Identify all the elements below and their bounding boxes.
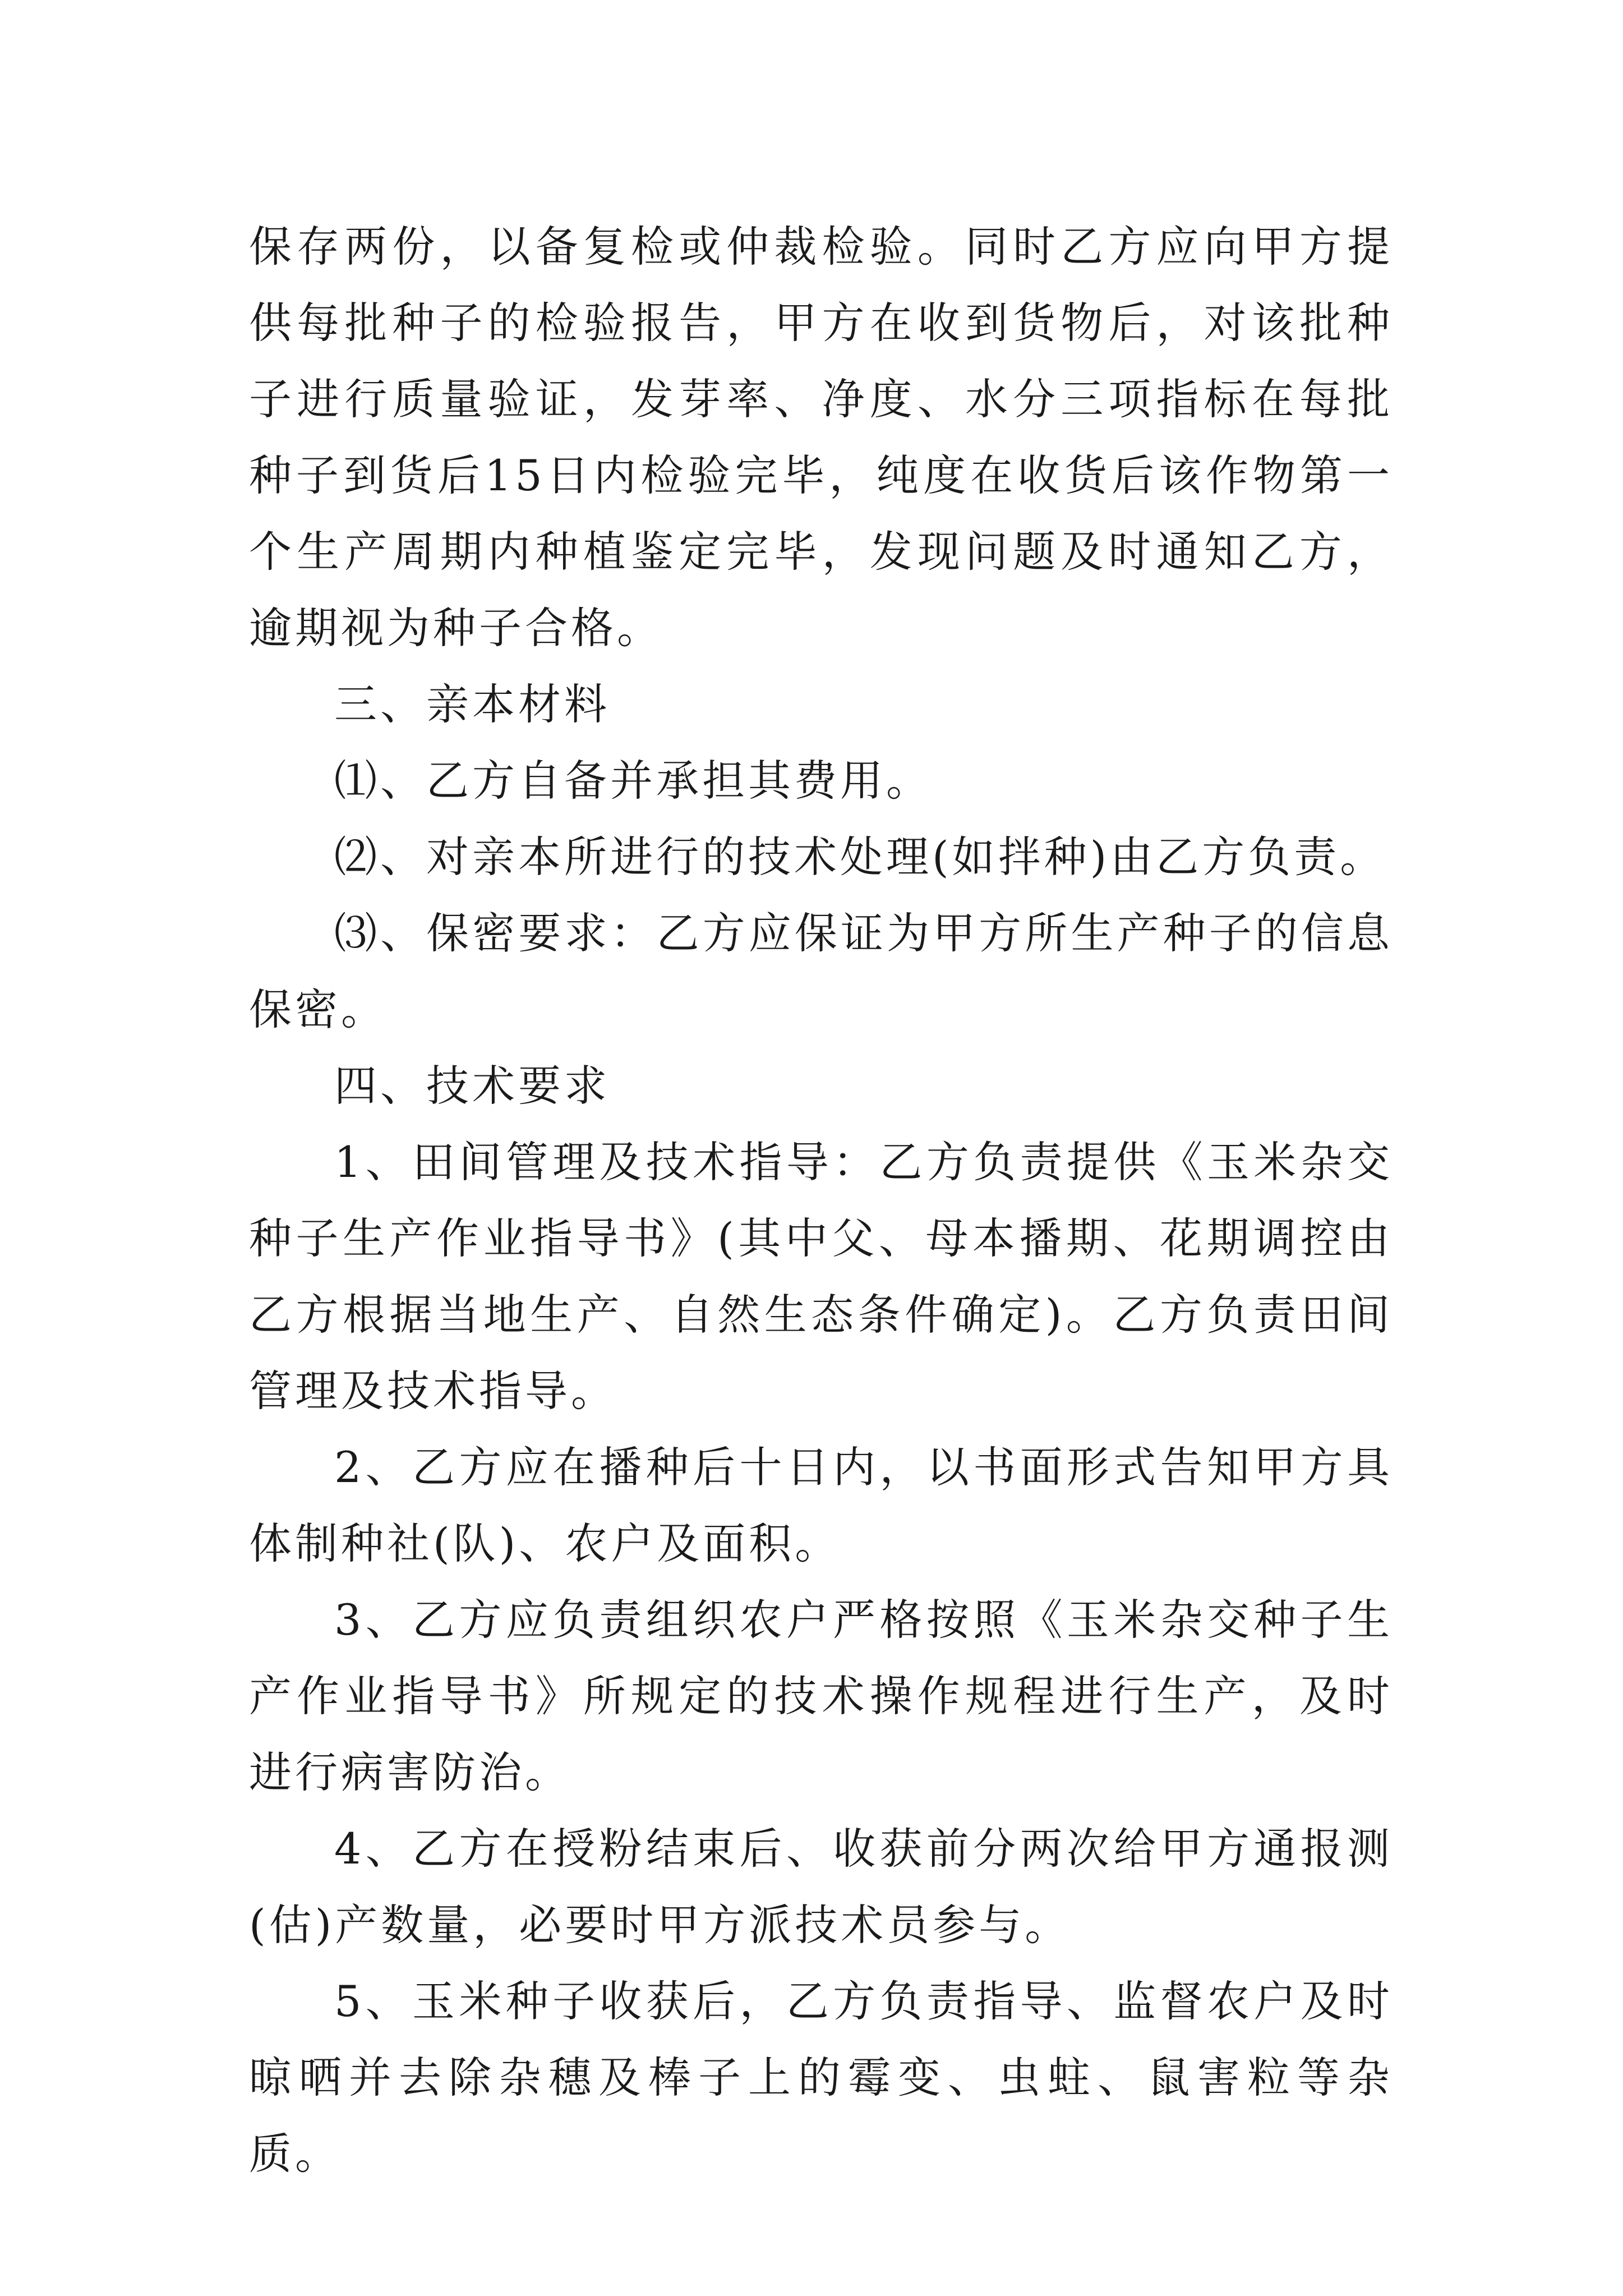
paragraph-parent-materials-1: ⑴、乙方自备并承担其费用。 (334, 756, 932, 806)
heading-technical-requirements: 四、技术要求 (334, 1061, 610, 1111)
paragraph-inspection-continued: 保存两份，以备复检或仲裁检验。同时乙方应向甲方提供每批种子的检验报告，甲方在收到货物后，对该批种子进行质量验证，发芽率、净度、水分三项指标在每批种子到货后15日内检验完毕，纯度在收货后该作物第一个生产周期内种植鉴定完毕，发现问题及时通知乙方，逾期视为种子合格。 (249, 222, 1393, 653)
paragraph-technical-requirement-2: 2、乙方应在播种后十日内，以书面形式告知甲方具体制种社(队)、农户及面积。 (249, 1442, 1393, 1568)
document-body (249, 209, 1393, 2192)
paragraph-technical-requirement-4: 4、乙方在授粉结束后、收获前分两次给甲方通报测(估)产数量，必要时甲方派技术员参与。 (249, 1824, 1393, 1950)
paragraph-parent-materials-3: ⑶、保密要求：乙方应保证为甲方所生产种子的信息保密。 (249, 908, 1393, 1034)
paragraph-technical-requirement-5: 5、玉米种子收获后，乙方负责指导、监督农户及时晾晒并去除杂穗及棒子上的霉变、虫蛀、鼠害粒等杂质。 (249, 1976, 1393, 2179)
paragraph-parent-materials-2: ⑵、对亲本所进行的技术处理(如拌种)由乙方负责。 (334, 832, 1386, 882)
heading-parent-materials: 三、亲本材料 (334, 679, 610, 729)
paragraph-technical-requirement-3: 3、乙方应负责组织农户严格按照《玉米杂交种子生产作业指导书》所规定的技术操作规程进行生产，及时进行病害防治。 (249, 1595, 1393, 1797)
paragraph-technical-requirement-1: 1、田间管理及技术指导：乙方负责提供《玉米杂交种子生产作业指导书》(其中父、母本播期、花期调控由乙方根据当地生产、自然生态条件确定)。乙方负责田间管理及技术指导。 (249, 1137, 1393, 1416)
